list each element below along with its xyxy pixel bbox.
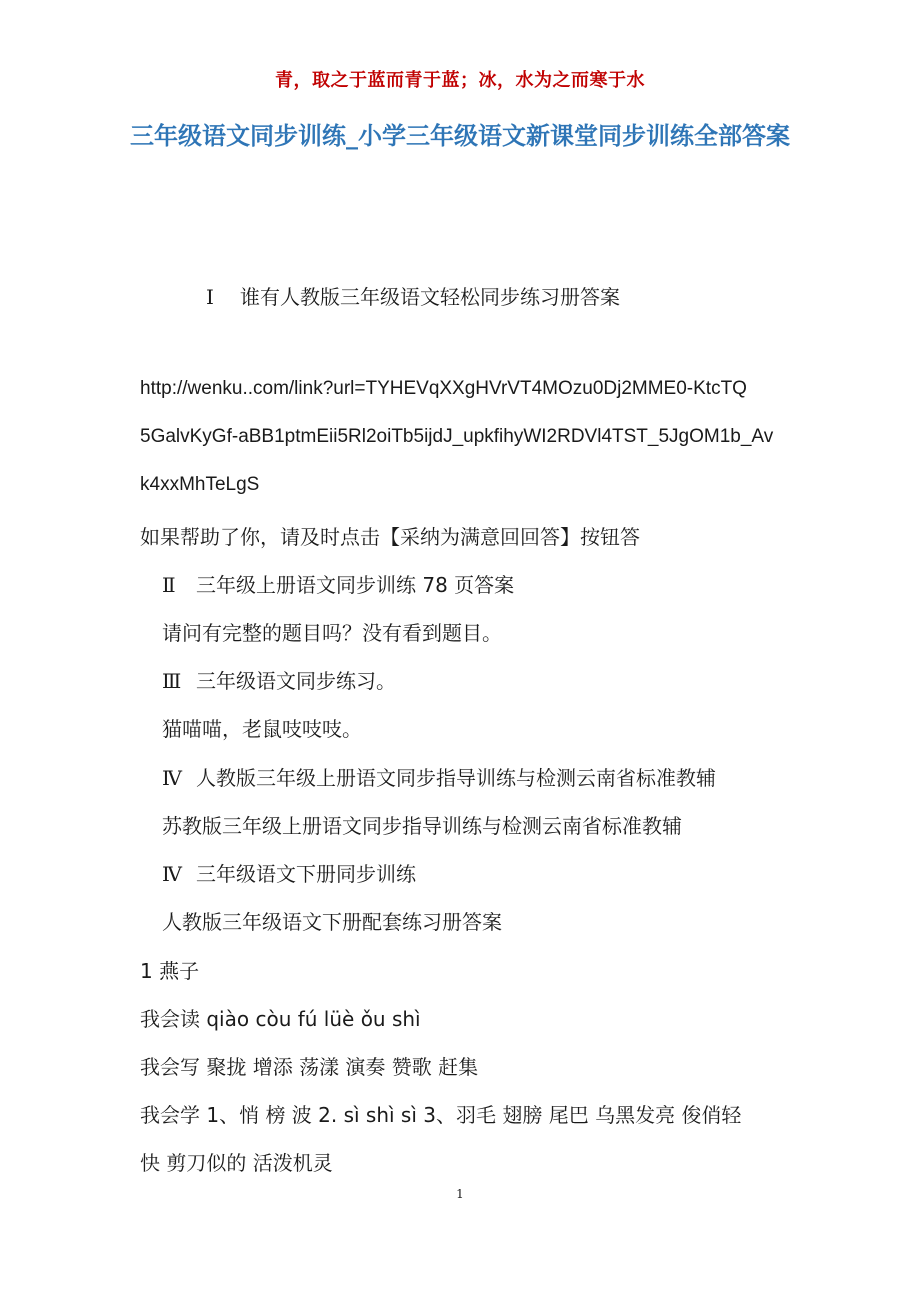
- section-5-body: 人教版三年级语文下册配套练习册答案: [162, 910, 502, 934]
- page-number: 1: [456, 1187, 464, 1201]
- read-line: 我会读 qiào còu fú lüè ǒu shì: [140, 1007, 421, 1031]
- url-line-1[interactable]: http://wenku..com/link?url=TYHEVqXXgHVrVT4MOzu0Dj2MME0-KtcTQ: [140, 378, 747, 399]
- section-5-heading: [162, 858, 416, 887]
- header-motto: 青，取之于蓝而青于蓝；冰，水为之而寒于水: [275, 70, 645, 91]
- learn-line-2: 快 剪刀似的 活泼机灵: [140, 1151, 333, 1175]
- url-line-2[interactable]: 5GalvKyGf-aBB1ptmEii5Rl2oiTb5ijdJ_upkfihyWI2RDVl4TST_5JgOM1b_Av: [140, 426, 774, 447]
- section-4-heading: [162, 762, 716, 791]
- section-4-number: Ⅳ: [162, 766, 182, 790]
- section-1-note: 如果帮助了你，请及时点击【采纳为满意回回答】按钮答: [140, 525, 640, 549]
- section-3-number: Ⅲ: [162, 669, 182, 693]
- learn-line-1: 我会学 1、悄 榜 波 2. sì shì sì 3、羽毛 翅膀 尾巴 乌黑发亮 俊俏轻: [140, 1103, 742, 1127]
- section-3-heading: [162, 665, 396, 694]
- section-3-heading-text: 三年级语文同步练习。: [196, 669, 396, 693]
- write-line: 我会写 聚拢 增添 荡漾 演奏 赞歌 赶集: [140, 1055, 479, 1079]
- section-1-number: Ⅰ: [206, 285, 214, 309]
- section-3-body: 猫喵喵，老鼠吱吱吱。: [162, 717, 362, 741]
- section-5-heading-text: 三年级语文下册同步训练: [196, 862, 416, 886]
- section-4-heading-text: 人教版三年级上册语文同步指导训练与检测云南省标准教辅: [196, 766, 716, 790]
- url-line-3[interactable]: k4xxMhTeLgS: [140, 474, 260, 495]
- section-5-number: Ⅳ: [162, 862, 182, 886]
- section-1-heading: [206, 281, 620, 310]
- lesson-title: 1 燕子: [140, 959, 200, 983]
- section-2-number: Ⅱ: [162, 573, 176, 597]
- section-4-body: 苏教版三年级上册语文同步指导训练与检测云南省标准教辅: [162, 814, 682, 838]
- document-title: 三年级语文同步训练_小学三年级语文新课堂同步训练全部答案: [130, 122, 790, 150]
- section-2-body: 请问有完整的题目吗？没有看到题目。: [162, 621, 502, 645]
- section-1-heading-text: 谁有人教版三年级语文轻松同步练习册答案: [240, 285, 620, 309]
- section-2-heading: [162, 569, 514, 598]
- section-2-heading-text: 三年级上册语文同步训练 78 页答案: [196, 573, 515, 597]
